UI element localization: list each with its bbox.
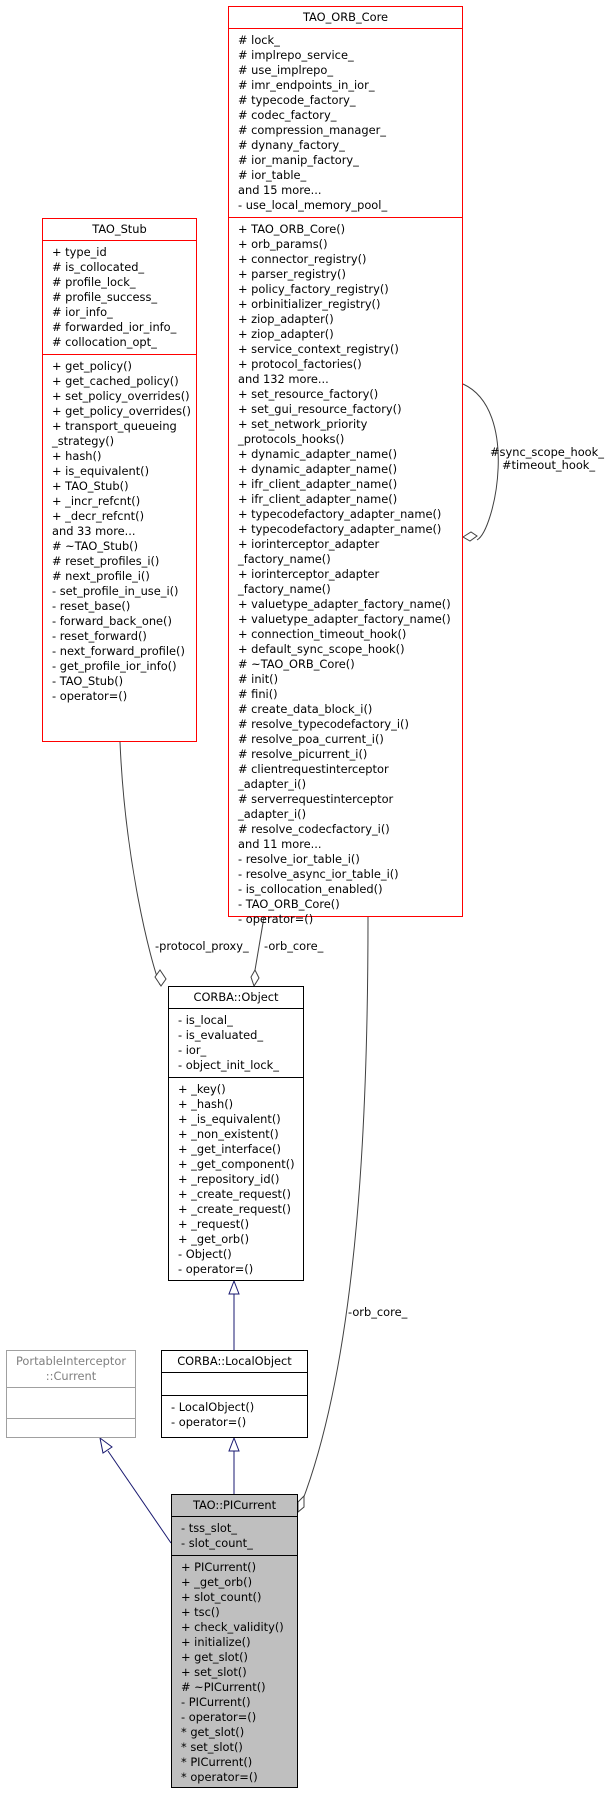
aggregation-diamond — [298, 1496, 304, 1512]
member-row: + _non_existent() — [178, 1127, 279, 1141]
member-row: # use_implrepo_ — [238, 63, 334, 77]
member-row: + check_validity() — [181, 1620, 284, 1634]
attribute-list — [7, 1387, 135, 1418]
member-row: _factory_name() — [238, 552, 331, 566]
class-title: TAO_Stub — [92, 222, 147, 236]
member-row: + _request() — [178, 1217, 250, 1231]
class-title: CORBA::Object — [193, 990, 279, 1004]
member-row: + get_policy() — [52, 359, 132, 373]
class-tao-picurrent[interactable] — [171, 1494, 298, 1788]
member-row: + slot_count() — [181, 1590, 262, 1604]
class-corba-localobject[interactable] — [161, 1350, 308, 1438]
edge-label-sync-scope-hook: #sync_scope_hook_ — [490, 445, 604, 459]
member-row: - is_evaluated_ — [178, 1028, 264, 1042]
member-row: + _get_orb() — [178, 1232, 250, 1246]
member-row: + transport_queueing — [52, 419, 177, 433]
inheritance-arrow — [229, 1281, 239, 1294]
member-row: # ~PICurrent() — [181, 1680, 266, 1694]
member-row: _protocols_hooks() — [238, 432, 345, 446]
member-row: # typecode_factory_ — [238, 93, 356, 107]
member-row: + set_gui_resource_factory() — [238, 402, 402, 416]
member-row: + set_network_priority — [238, 417, 368, 431]
member-row: - operator=() — [178, 1262, 254, 1276]
member-row: + is_equivalent() — [52, 464, 150, 478]
member-row: # collocation_opt_ — [52, 335, 157, 349]
edge-label-orb-core-object: -orb_core_ — [264, 939, 324, 953]
member-row: + _is_equivalent() — [178, 1112, 281, 1126]
member-row: and 132 more... — [238, 372, 329, 386]
inheritance-arrow — [229, 1438, 239, 1451]
edge-label-orb-core-picurrent: -orb_core_ — [348, 1305, 408, 1319]
member-row: # resolve_picurrent_i() — [238, 747, 368, 761]
aggregation-diamond — [463, 532, 477, 541]
member-row: _factory_name() — [238, 582, 331, 596]
member-row: # next_profile_i() — [52, 569, 150, 583]
member-row: + valuetype_adapter_factory_name() — [238, 612, 451, 626]
class-title: CORBA::LocalObject — [177, 1354, 292, 1368]
member-row: + _create_request() — [178, 1202, 291, 1216]
inheritance-arrow — [100, 1438, 112, 1453]
method-list — [43, 354, 196, 708]
member-row: + _create_request() — [178, 1187, 291, 1201]
member-row: + ziop_adapter() — [238, 312, 334, 326]
member-row: + _get_orb() — [181, 1575, 253, 1589]
member-row: - operator=() — [238, 912, 314, 926]
member-row: - tss_slot_ — [181, 1521, 237, 1535]
member-row: + hash() — [52, 449, 102, 463]
class-title — [7, 1351, 135, 1387]
method-list — [7, 1418, 135, 1439]
orbcore-to-picurrent-edge — [302, 917, 368, 1502]
member-row: # dynany_factory_ — [238, 138, 345, 152]
member-row: + set_resource_factory() — [238, 387, 379, 401]
member-row: - operator=() — [171, 1415, 247, 1429]
method-list — [162, 1395, 307, 1434]
attribute-list — [169, 1008, 303, 1077]
member-row: + iorinterceptor_adapter — [238, 567, 380, 581]
member-row: # serverrequestinterceptor — [238, 792, 394, 806]
member-row: + PICurrent() — [181, 1560, 257, 1574]
member-row: + iorinterceptor_adapter — [238, 537, 380, 551]
member-row: * operator=() — [181, 1770, 258, 1784]
method-list — [169, 1077, 303, 1281]
member-row: # create_data_block_i() — [238, 702, 373, 716]
member-row: + protocol_factories() — [238, 357, 362, 371]
member-row: + initialize() — [181, 1635, 251, 1649]
member-row: - use_local_memory_pool_ — [238, 198, 388, 212]
member-row: + service_context_registry() — [238, 342, 399, 356]
member-row: + ifr_client_adapter_name() — [238, 492, 398, 506]
member-row: - forward_back_one() — [52, 614, 172, 628]
class-tao-stub[interactable] — [42, 218, 197, 742]
member-row: and 15 more... — [238, 183, 322, 197]
picurrent-to-iface-edge — [108, 1451, 171, 1543]
orb-core-self-edge — [463, 384, 498, 540]
member-row: - PICurrent() — [181, 1695, 251, 1709]
member-row: _strategy() — [52, 434, 115, 448]
class-title: TAO::PICurrent — [192, 1498, 277, 1512]
member-row: # profile_lock_ — [52, 275, 136, 289]
class-portableinterceptor-current[interactable] — [6, 1350, 136, 1438]
member-row: + _incr_refcnt() — [52, 494, 141, 508]
member-row: - next_forward_profile() — [52, 644, 185, 658]
member-row: + get_cached_policy() — [52, 374, 179, 388]
member-row: and 33 more... — [52, 524, 136, 538]
member-row: # compression_manager_ — [238, 123, 386, 137]
member-row: + connection_timeout_hook() — [238, 627, 407, 641]
member-row: * PICurrent() — [181, 1755, 253, 1769]
member-row: - TAO_ORB_Core() — [238, 897, 340, 911]
attribute-list — [229, 28, 462, 217]
member-row: # ~TAO_ORB_Core() — [238, 657, 355, 671]
member-row: # forwarded_ior_info_ — [52, 320, 177, 334]
class-title-line: PortableInterceptor — [15, 1354, 127, 1368]
method-list — [172, 1555, 297, 1789]
member-row: _adapter_i() — [238, 777, 307, 791]
member-row: + _repository_id() — [178, 1172, 280, 1186]
class-corba-object[interactable] — [168, 986, 304, 1281]
member-row: - is_local_ — [178, 1013, 233, 1027]
member-row: + default_sync_scope_hook() — [238, 642, 405, 656]
member-row: + typecodefactory_adapter_name() — [238, 507, 442, 521]
member-row: - resolve_async_ior_table_i() — [238, 867, 399, 881]
member-row: - operator=() — [52, 689, 128, 703]
member-row: # clientrequestinterceptor — [238, 762, 389, 776]
member-row: # resolve_codecfactory_i() — [238, 822, 390, 836]
member-row: - get_profile_ior_info() — [52, 659, 177, 673]
edge-label-timeout-hook: #timeout_hook_ — [502, 458, 596, 472]
member-row: + get_slot() — [181, 1650, 248, 1664]
member-row: + typecodefactory_adapter_name() — [238, 522, 442, 536]
member-row: - object_init_lock_ — [178, 1058, 279, 1072]
member-row: # resolve_poa_current_i() — [238, 732, 384, 746]
edge-label-protocol-proxy: -protocol_proxy_ — [155, 939, 249, 953]
member-row: * set_slot() — [181, 1740, 243, 1754]
attribute-list — [43, 240, 196, 354]
attribute-list — [162, 1372, 307, 1395]
member-row: + _get_component() — [178, 1157, 295, 1171]
member-row: - set_profile_in_use_i() — [52, 584, 179, 598]
member-row: # implrepo_service_ — [238, 48, 354, 62]
class-title: TAO_ORB_Core — [302, 10, 389, 24]
class-tao-orb-core[interactable] — [228, 6, 463, 926]
member-row: # ior_table_ — [238, 168, 307, 182]
member-row: and 11 more... — [238, 837, 322, 851]
member-row: + ziop_adapter() — [238, 327, 334, 341]
attribute-list — [172, 1516, 297, 1555]
member-row: # ~TAO_Stub() — [52, 539, 139, 553]
stub-to-object-edge — [120, 742, 160, 985]
aggregation-diamond — [155, 970, 166, 986]
member-row: # codec_factory_ — [238, 108, 337, 122]
member-row: + tsc() — [181, 1605, 220, 1619]
member-row: # imr_endpoints_in_ior_ — [238, 78, 375, 92]
member-row: + _hash() — [178, 1097, 234, 1111]
member-row: # lock_ — [238, 33, 280, 47]
member-row: - resolve_ior_table_i() — [238, 852, 360, 866]
member-row: + connector_registry() — [238, 252, 367, 266]
member-row: + orbinitializer_registry() — [238, 297, 381, 311]
member-row: # ior_manip_factory_ — [238, 153, 359, 167]
member-row: - reset_forward() — [52, 629, 147, 643]
member-row: + TAO_Stub() — [52, 479, 129, 493]
member-row: + TAO_ORB_Core() — [238, 222, 346, 236]
member-row: + parser_registry() — [238, 267, 346, 281]
member-row: # fini() — [238, 687, 278, 701]
member-row: - Object() — [178, 1247, 232, 1261]
member-row: + type_id — [52, 245, 107, 259]
member-row: + orb_params() — [238, 237, 328, 251]
member-row: + valuetype_adapter_factory_name() — [238, 597, 451, 611]
member-row: + set_slot() — [181, 1665, 247, 1679]
member-row: _adapter_i() — [238, 807, 307, 821]
member-row: + dynamic_adapter_name() — [238, 447, 398, 461]
member-row: - TAO_Stub() — [52, 674, 124, 688]
member-row: + policy_factory_registry() — [238, 282, 389, 296]
method-list — [229, 217, 462, 931]
member-row: - ior_ — [178, 1043, 207, 1057]
member-row: - slot_count_ — [181, 1536, 253, 1550]
member-row: - operator=() — [181, 1710, 257, 1724]
member-row: + dynamic_adapter_name() — [238, 462, 398, 476]
member-row: - LocalObject() — [171, 1400, 255, 1414]
member-row: # init() — [238, 672, 279, 686]
member-row: # ior_info_ — [52, 305, 113, 319]
member-row: # reset_profiles_i() — [52, 554, 160, 568]
member-row: # profile_success_ — [52, 290, 158, 304]
member-row: + _get_interface() — [178, 1142, 281, 1156]
member-row: * get_slot() — [181, 1725, 245, 1739]
member-row: + get_policy_overrides() — [52, 404, 191, 418]
member-row: + set_policy_overrides() — [52, 389, 190, 403]
member-row: - reset_base() — [52, 599, 131, 613]
member-row: + _key() — [178, 1082, 226, 1096]
aggregation-diamond — [251, 970, 259, 986]
member-row: # resolve_typecodefactory_i() — [238, 717, 409, 731]
member-row: + ifr_client_adapter_name() — [238, 477, 398, 491]
member-row: # is_collocated_ — [52, 260, 145, 274]
class-title-line: ::Current — [45, 1369, 97, 1383]
member-row: - is_collocation_enabled() — [238, 882, 383, 896]
member-row: + _decr_refcnt() — [52, 509, 145, 523]
